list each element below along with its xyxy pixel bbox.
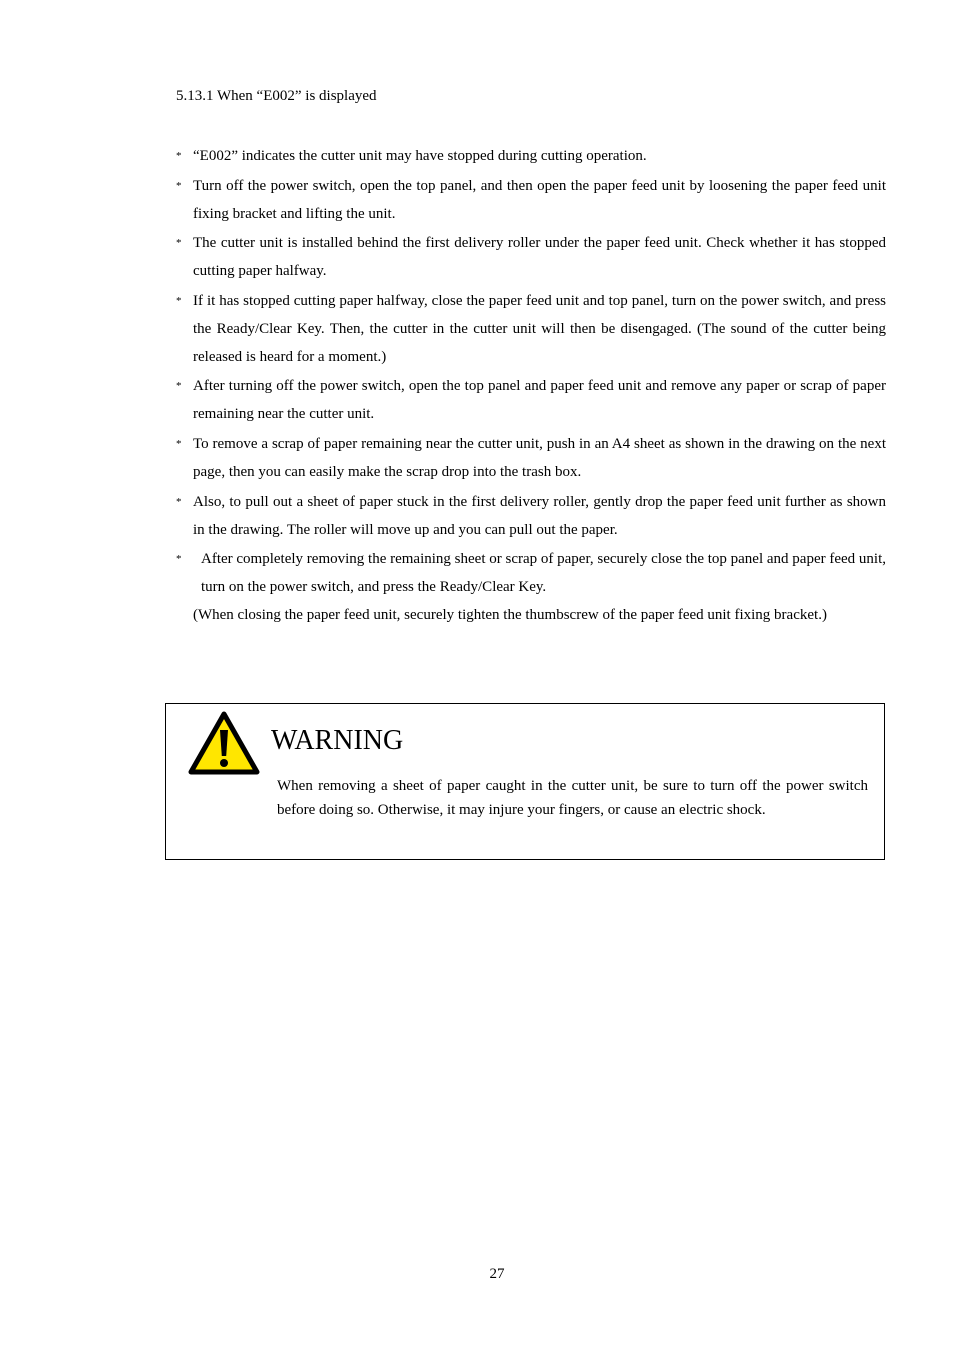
instruction-list bbox=[176, 142, 886, 631]
list-item-text: To remove a scrap of paper remaining near the cutter unit, push in an A4 sheet as shown in the drawing on the next page, then you can easily make the scrap drop into the trash box. bbox=[193, 435, 886, 480]
section-heading: 5.13.1 When “E002” is displayed bbox=[176, 88, 377, 104]
list-item-text: Turn off the power switch, open the top panel, and then open the paper feed unit by loosening the paper feed unit fixing bracket and lifting the unit. bbox=[193, 177, 886, 222]
list-item-text: “E002” indicates the cutter unit may have stopped during cutting operation. bbox=[193, 148, 647, 164]
list-item-text: The cutter unit is installed behind the first delivery roller under the paper feed unit. Check whether it has stopped cutting paper halfway. bbox=[193, 235, 886, 280]
list-item-text: After turning off the power switch, open the top panel and paper feed unit and remove any paper or scrap of paper remaining near the cutter unit. bbox=[193, 378, 886, 423]
warning-text: When removing a sheet of paper caught in the cutter unit, be sure to turn off the power switch before doing so. Otherwise, it may injure your fingers, or cause an electric shock. bbox=[277, 778, 868, 818]
asterisk-bullet-icon: * bbox=[176, 294, 182, 307]
asterisk-bullet-icon: * bbox=[176, 380, 182, 393]
asterisk-bullet-icon: * bbox=[176, 495, 182, 508]
asterisk-bullet-icon: * bbox=[176, 437, 182, 450]
list-item bbox=[176, 545, 886, 629]
list-item-text: Also, to pull out a sheet of paper stuck in the first delivery roller, gently drop the paper feed unit further as shown in the drawing. The roller will move up and you can pull out the paper. bbox=[193, 493, 886, 538]
asterisk-bullet-icon: * bbox=[176, 179, 182, 192]
list-item bbox=[176, 372, 886, 428]
list-item-text: After completely removing the remaining sheet or scrap of paper, securely close the top panel and paper feed unit, turn on the power switch, and press the Ready/Clear Key. bbox=[201, 551, 886, 596]
list-item bbox=[176, 430, 886, 486]
list-item bbox=[176, 229, 886, 285]
warning-box bbox=[165, 703, 885, 860]
warning-triangle-icon bbox=[188, 710, 260, 776]
list-item bbox=[176, 172, 886, 228]
list-item bbox=[176, 287, 886, 371]
list-item-note: (When closing the paper feed unit, securely tighten the thumbscrew of the paper feed unit fixing bracket.) bbox=[193, 607, 827, 624]
page-number: 27 bbox=[489, 1266, 505, 1282]
list-item bbox=[176, 488, 886, 544]
list-item-text: If it has stopped cutting paper halfway, close the paper feed unit and top panel, turn on the power switch, and press the Ready/Clear Key. Then, the cutter in the cutter unit will then be disengaged. (The sound of the cutter being released is heard for a moment.) bbox=[193, 292, 886, 365]
asterisk-bullet-icon: * bbox=[176, 237, 182, 250]
asterisk-bullet-icon: * bbox=[176, 553, 182, 566]
list-item bbox=[176, 142, 886, 170]
warning-title: WARNING bbox=[271, 725, 404, 756]
asterisk-bullet-icon: * bbox=[176, 150, 182, 162]
